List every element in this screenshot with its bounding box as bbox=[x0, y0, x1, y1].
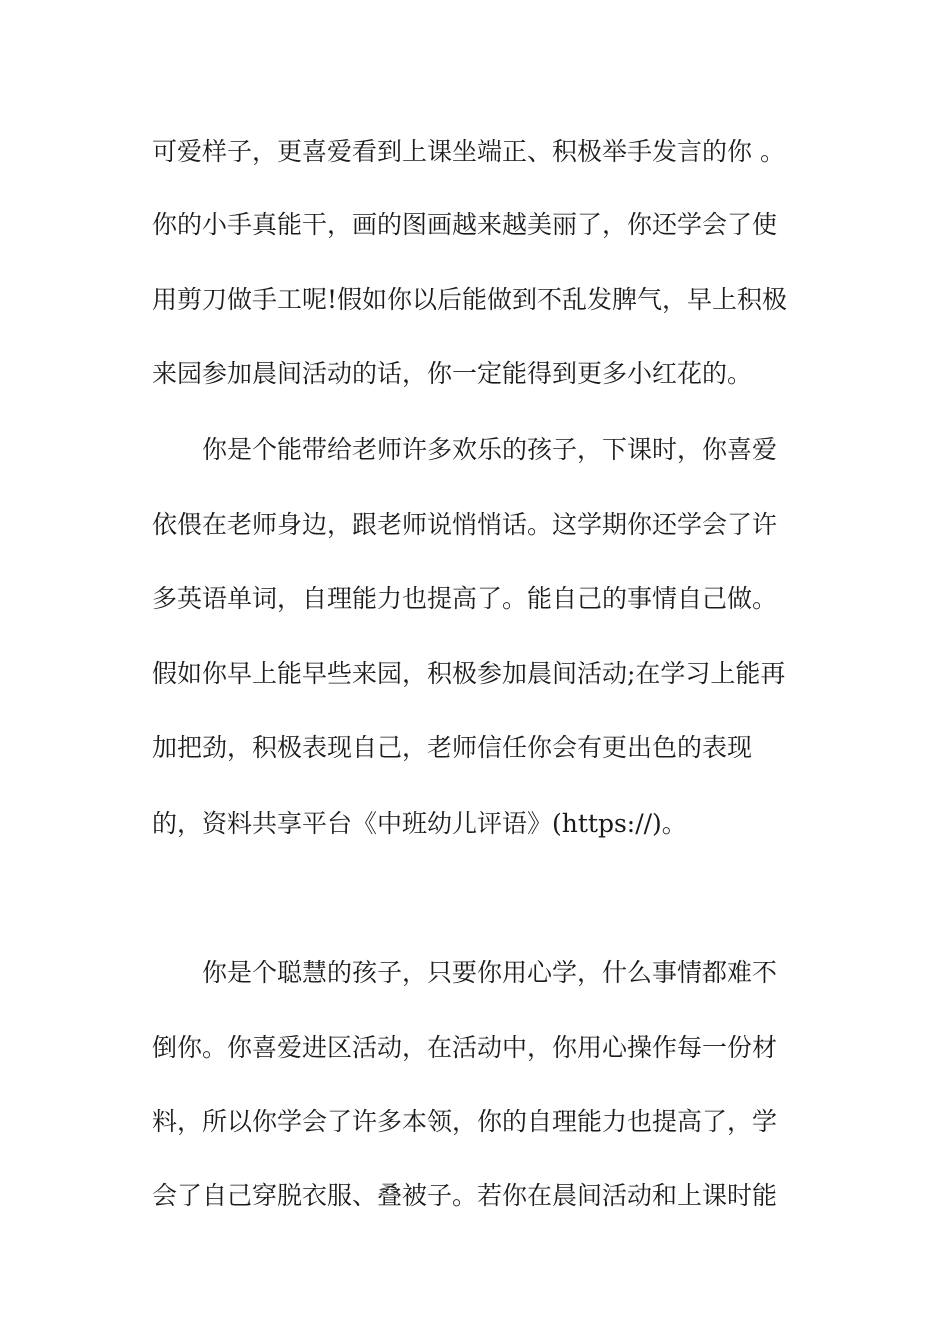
text-line: 用剪刀做手工呢!假如你以后能做到不乱发脾气，早上积极 bbox=[152, 285, 788, 314]
text-line: 倒你。你喜爱进区活动，在活动中，你用心操作每一份材 bbox=[152, 1033, 778, 1062]
text-line: 多英语单词，自理能力也提高了。能自己的事情自己做。 bbox=[152, 584, 778, 613]
text-line: 会了自己穿脱衣服、叠被子。若你在晨间活动和上课时能 bbox=[152, 1181, 778, 1210]
text-line: 加把劲，积极表现自己，老师信任你会有更出色的表现 bbox=[152, 733, 753, 762]
text-line: 你的小手真能干，画的图画越来越美丽了，你还学会了使 bbox=[152, 210, 778, 239]
text-line: 依偎在老师身边，跟老师说悄悄话。这学期你还学会了许 bbox=[152, 510, 778, 539]
text-line: 料，所以你学会了许多本领，你的自理能力也提高了，学 bbox=[152, 1107, 778, 1136]
text-line: 的，资料共享平台《中班幼儿评语》(https://)。 bbox=[152, 809, 687, 838]
text-line: 可爱样子，更喜爱看到上课坐端正、积极举手发言的你 。 bbox=[152, 137, 785, 166]
paragraph-first-line: 你是个能带给老师许多欢乐的孩子，下课时，你喜爱 bbox=[202, 435, 778, 464]
text-line: 假如你早上能早些来园，积极参加晨间活动;在学习上能再 bbox=[152, 659, 786, 688]
paragraph-first-line: 你是个聪慧的孩子，只要你用心学，什么事情都难不 bbox=[202, 958, 778, 987]
text-line: 来园参加晨间活动的话，你一定能得到更多小红花的。 bbox=[152, 359, 753, 388]
